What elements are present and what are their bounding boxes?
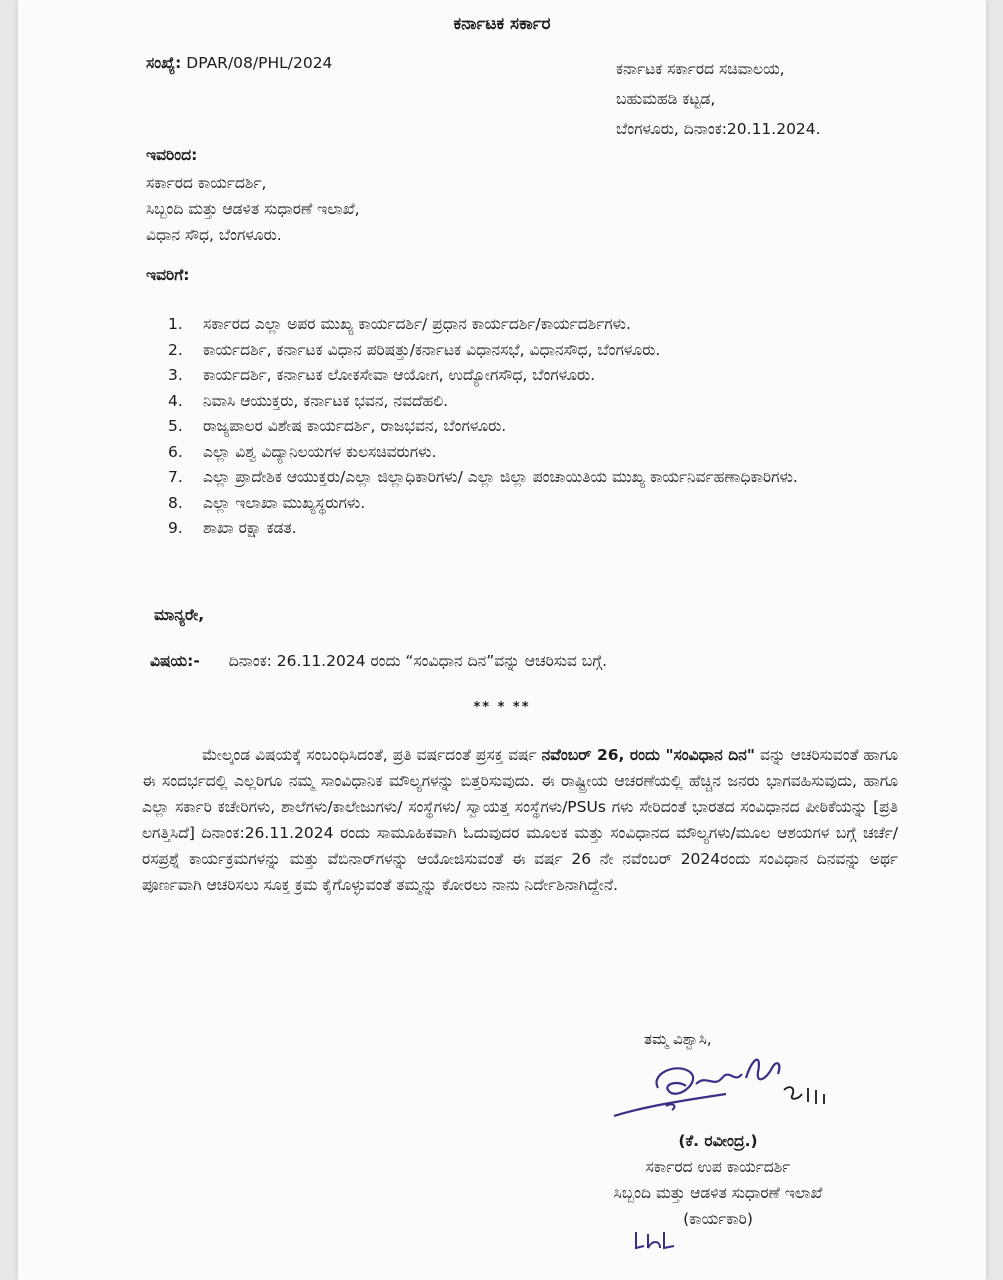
signatory-block <box>528 1128 908 1232</box>
closing: ತಮ್ಮ ವಿಶ್ವಾಸಿ, <box>644 1030 712 1048</box>
reference-label: ಸಂಖ್ಯೆ: <box>146 54 182 72</box>
sender-line: ಸಿಬ್ಬಂದಿ ಮತ್ತು ಆಡಳಿತ ಸುಧಾರಣೆ ಇಲಾಖೆ, <box>146 200 360 218</box>
letter-page <box>18 0 986 1280</box>
list-text: ಕಾರ್ಯದರ್ಶಿ, ಕರ್ನಾಟಕ ವಿಧಾನ ಪರಿಷತ್ತು/ಕರ್ನಾಟಕ ವಿಧಾನಸಭೆ, ವಿಧಾನಸೌಧ, ಬೆಂಗಳೂರು. <box>203 340 661 359</box>
list-number: 1. <box>168 315 183 333</box>
address-date-line: ಬೆಂಗಳೂರು, ದಿನಾಂಕ:20.11.2024. <box>616 120 821 138</box>
list-number: 6. <box>168 442 183 461</box>
list-text: ಕಾರ್ಯದರ್ಶಿ, ಕರ್ನಾಟಕ ಲೋಕಸೇವಾ ಆಯೋಗ, ಉದ್ಯೋಗಸೌಧ, ಬೆಂಗಳೂರು. <box>203 366 596 384</box>
list-item <box>168 338 928 363</box>
list-item <box>168 440 928 465</box>
list-text: ಎಲ್ಲಾ ಪ್ರಾದೇಶಿಕ ಆಯುಕ್ತರು/ಎಲ್ಲಾ ಜಿಲ್ಲಾಧಿಕಾರಿಗಳು/ ಎಲ್ಲಾ ಜಿಲ್ಲಾ ಪಂಚಾಯಿತಿಯ ಮುಖ್ಯ ಕಾರ್ಯನಿರ್ವಹಣಾಧಿಕಾರಿಗಳು. <box>203 468 798 486</box>
initials-mark <box>630 1226 680 1254</box>
reference-number <box>146 54 332 73</box>
list-item <box>168 312 928 337</box>
signatory-name: (ಕೆ. ರವೀಂದ್ರ.) <box>678 1132 758 1150</box>
subject-text: ದಿನಾಂಕ: 26.11.2024 ರಂದು “ಸಂವಿಧಾನ ದಿನ”ವನ್ನು ಆಚರಿಸುವ ಬಗ್ಗೆ. <box>228 652 608 670</box>
address-line: ಬಹುಮಹಡಿ ಕಟ್ಟಡ, <box>616 90 716 108</box>
list-item <box>168 491 928 516</box>
recipient-list <box>168 312 928 542</box>
list-text: ಎಲ್ಲಾ ವಿಶ್ವ ವಿದ್ಯಾನಿಲಯಗಳ ಕುಲಸಚಿವರುಗಳು. <box>203 442 437 461</box>
list-number: 9. <box>168 519 183 537</box>
sender-block <box>146 170 360 248</box>
list-text: ಸರ್ಕಾರದ ಎಲ್ಲಾ ಅಪರ ಮುಖ್ಯ ಕಾರ್ಯದರ್ಶಿ/ ಪ್ರಧಾನ ಕಾರ್ಯದರ್ಶಿ/ಕಾರ್ಯದರ್ಶಿಗಳು. <box>203 315 631 333</box>
list-number: 5. <box>168 417 183 435</box>
list-text: ಎಲ್ಲಾ ಇಲಾಖಾ ಮುಖ್ಯಸ್ಥರುಗಳು. <box>203 493 366 512</box>
list-item <box>168 414 928 439</box>
list-number: 4. <box>168 391 183 410</box>
body-text-part: ವನ್ನು ಆಚರಿಸುವಂತೆ ಹಾಗೂ ಈ ಸಂದರ್ಭದಲ್ಲಿ ಎಲ್ಲರಿಗೂ ನಮ್ಮ ಸಾಂವಿಧಾನಿಕ ಮೌಲ್ಯಗಳನ್ನು ಬಿತ್ತರಿಸುವುದು. ಈ ರಾಷ್ಟ್ರೀಯ ಆಚರಣೆಯಲ್ಲಿ ಹೆಚ್ಚಿನ ಜನರು ಭಾಗವಹಿಸುವುದು, ಹಾಗೂ ಎಲ್ಲಾ ಸರ್ಕಾರಿ ಕಚೇರಿಗಳು, ಶಾಲೆಗಳು/ಕಾಲೇಜುಗಳು/ ಸಂಸ್ಥೆಗಳು/ ಸ್ವಾಯತ್ತ ಸಂಸ್ಥೆಗಳು/PSUs ಗಳು ಸೇರಿದಂತೆ ಭಾರತದ ಸಂವಿಧಾನದ ಪೀಠಿಕೆಯನ್ನು [ಪ್ರತಿ ಲಗತ್ತಿಸಿದೆ] ದಿನಾಂಕ:26.11.2024 ರಂದು ಸಾಮೂಹಿಕವಾಗಿ ಓದುವುದರ ಮೂಲಕ ಮತ್ತು ಸಂವಿಧಾನದ ಮೌಲ್ಯಗಳು/ಮೂಲ ಆಶಯಗಳ ಬಗ್ಗೆ ಚರ್ಚೆ/ರಸಪ್ರಶ್ನೆ ಕಾರ್ಯಕ್ರಮಗಳನ್ನು ಮತ್ತು ವೆಬಿನಾರ್‌ಗಳನ್ನು ಆಯೋಜಿಸುವಂತೆ ಈ ವರ್ಷ 26 ನೇ ನವೆಂಬರ್ 2024ರಂದು ಸಂವಿಧಾನ ದಿನವನ್ನು ಅರ್ಥ ಪೂರ್ಣವಾಗಿ ಆಚರಿಸಲು ಸೂಕ್ತ ಕ್ರಮ ಕೈಗೊಳ್ಳುವಂತೆ ತಮ್ಮನ್ನು ಕೋರಲು ನಾನು ನಿರ್ದೇಶಿನಾಗಿದ್ದೇನೆ. <box>142 746 898 894</box>
signature-image <box>606 1044 836 1134</box>
address-line: ಕರ್ನಾಟಕ ಸರ್ಕಾರದ ಸಚಿವಾಲಯ, <box>616 60 785 78</box>
signatory-department: ಸಿಬ್ಬಂದಿ ಮತ್ತು ಆಡಳಿತ ಸುಧಾರಣೆ ಇಲಾಖೆ <box>613 1184 823 1202</box>
list-item <box>168 516 928 541</box>
list-text: ರಾಜ್ಯಪಾಲರ ವಿಶೇಷ ಕಾರ್ಯದರ್ಶಿ, ರಾಜಭವನ, ಬೆಂಗಳೂರು. <box>203 417 507 435</box>
body-paragraph <box>142 742 898 898</box>
to-heading: ಇವರಿಗೆ: <box>146 266 190 284</box>
list-text: ಶಾಖಾ ರಕ್ಷಾ ಕಡತ. <box>203 519 297 537</box>
subject-line <box>150 652 607 671</box>
from-heading: ಇವರಿಂದ: <box>146 146 198 164</box>
subject-label: ವಿಷಯ:- <box>150 652 200 670</box>
list-number: 7. <box>168 468 183 486</box>
list-item <box>168 363 928 388</box>
reference-value: DPAR/08/PHL/2024 <box>186 54 333 72</box>
list-number: 8. <box>168 493 183 512</box>
list-number: 3. <box>168 366 183 384</box>
list-item <box>168 465 928 490</box>
list-number: 2. <box>168 340 183 359</box>
salutation: ಮಾನ್ಯರೇ, <box>154 606 205 624</box>
signatory-role: (ಕಾರ್ಯಕಾರಿ) <box>683 1210 753 1228</box>
body-text-part: ಮೇಲ್ಕಂಡ ವಿಷಯಕ್ಕೆ ಸಂಬಂಧಿಸಿದಂತೆ, ಪ್ರತಿ ವರ್ಷದಂತೆ ಪ್ರಸಕ್ತ ವರ್ಷ <box>202 746 542 764</box>
signatory-designation: ಸರ್ಕಾರದ ಉಪ ಕಾರ್ಯದರ್ಶಿ <box>645 1158 791 1176</box>
office-address <box>616 54 916 144</box>
separator: ** * ** <box>473 700 531 715</box>
body-highlight: ನವೆಂಬರ್ 26, ರಂದು "ಸಂವಿಧಾನ ದಿನ" <box>541 746 755 764</box>
sender-line: ಸರ್ಕಾರದ ಕಾರ್ಯದರ್ಶಿ, <box>146 174 267 192</box>
sender-line: ವಿಧಾನ ಸೌಧ, ಬೆಂಗಳೂರು. <box>146 226 282 244</box>
list-item <box>168 389 928 414</box>
document-title: ಕರ್ನಾಟಕ ಸರ್ಕಾರ <box>453 14 551 34</box>
list-text: ನಿವಾಸಿ ಆಯುಕ್ತರು, ಕರ್ನಾಟಕ ಭವನ, ನವದೆಹಲಿ. <box>203 391 449 410</box>
